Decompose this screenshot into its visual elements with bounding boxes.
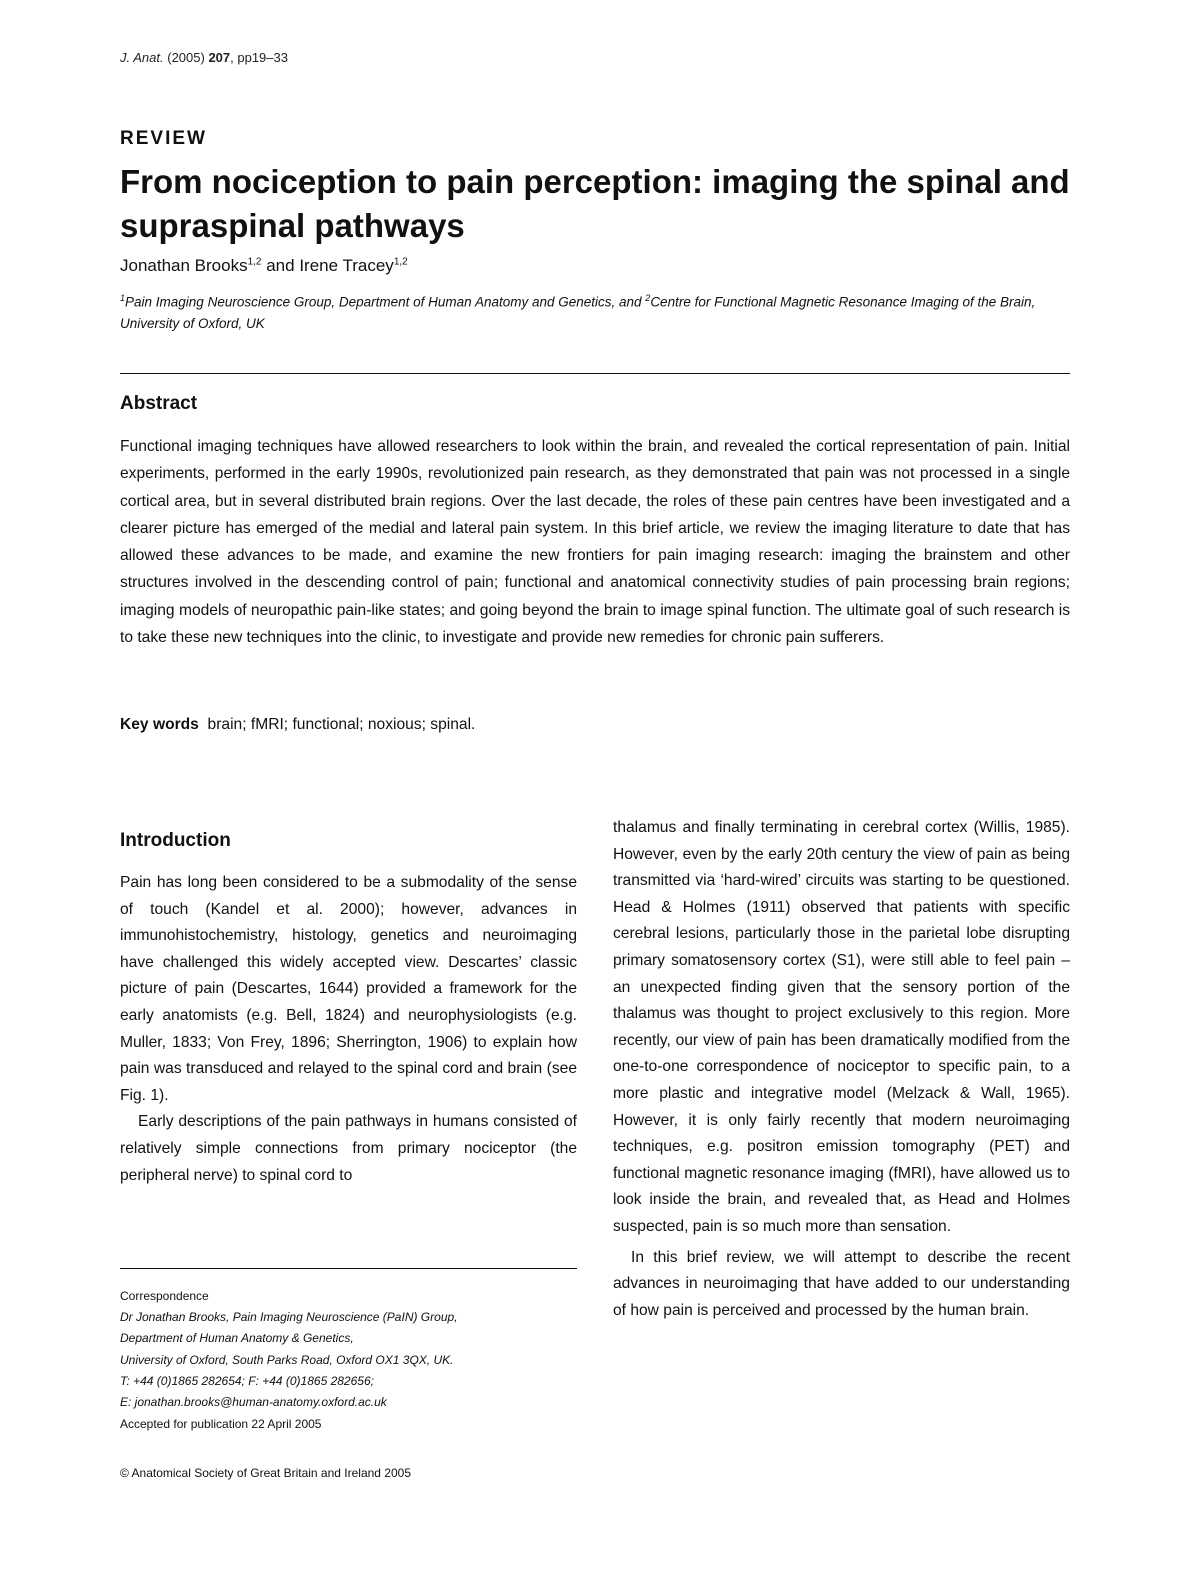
abstract-heading: Abstract — [120, 393, 198, 414]
affiliations — [120, 288, 1080, 334]
author-list — [120, 256, 408, 276]
author-name: Irene Tracey — [299, 256, 394, 275]
body-paragraph: In this brief review, we will attempt to describe the recent advances in neuroimaging that have added to our understanding of how pain is perceived and processed by the human brain. — [613, 1248, 1070, 1319]
journal-name: J. Anat. — [120, 50, 164, 65]
abstract-text: Functional imaging techniques have allowed researchers to look within the brain, and revealed the cortical representation of pain. Initial experiments, performed in the early 1990s, revolutionized pain research, as they demonstrated that pain was not processed in a single cortical area, but in several distributed brain regions. Over the last decade, the roles of these pain centres have been investigated and a clearer picture has emerged of the medial and lateral pain system. In this brief article, we review the imaging literature to date that has allowed these advances to be made, and examine the new frontiers for pain imaging research: imaging the brainstem and other structures involved in the descending control of pain; functional and anatomical connectivity studies of pain processing brain regions; imaging models of neuropathic pain-like states; and going beyond the brain to image spinal function. The ultimate goal of such research is to take these new techniques into the clinic, to investigate and provide new remedies for chronic pain sufferers. — [120, 438, 1070, 647]
affiliation-mark: 2 — [645, 293, 651, 303]
author-name: Jonathan Brooks — [120, 256, 248, 275]
body-paragraph: Early descriptions of the pain pathways in humans consisted of relatively simple connections from primary nociceptor (the peripheral nerve) to spinal cord to — [120, 1113, 577, 1184]
section-divider — [120, 373, 1070, 374]
introduction-heading: Introduction — [120, 830, 231, 851]
correspondence-line: T: +44 (0)1865 282654; F: +44 (0)1865 282656; — [120, 1373, 374, 1388]
author-conjunction: and — [261, 256, 300, 275]
author-affiliation-mark: 1,2 — [247, 256, 262, 268]
keywords — [120, 716, 475, 734]
affiliation-mark: 1 — [120, 293, 126, 303]
footnote-divider — [120, 1268, 577, 1269]
running-head — [120, 50, 288, 65]
affiliation-text: Pain Imaging Neuroscience Group, Department of Human Anatomy and Genetics, and — [125, 294, 646, 310]
correspondence-email: E: jonathan.brooks@human-anatomy.oxford.ac.uk — [120, 1395, 387, 1410]
keywords-list: brain; fMRI; functional; noxious; spinal. — [207, 716, 476, 733]
copyright-notice: © Anatomical Society of Great Britain and Ireland 2005 — [120, 1466, 412, 1480]
correspondence-line: Dr Jonathan Brooks, Pain Imaging Neuroscience (PaIN) Group, — [120, 1310, 458, 1325]
body-paragraph: Pain has long been considered to be a submodality of the sense of touch (Kandel et al. 2000); however, advances in immunohistochemistry, histology, genetics and neuroimaging have challenged this widely accepted view. Descartes’ classic picture of pain (Descartes, 1644) provided a framework for the early anatomists (e.g. Bell, 1824) and neurophysiologists (e.g. Muller, 1833; Von Frey, 1896; Sherrington, 1906) to explain how pain was transduced and relayed to the spinal cord and brain (see Fig. 1). — [120, 874, 577, 1104]
body-paragraph: thalamus and finally terminating in cerebral cortex (Willis, 1985). However, even by the early 20th century the view of pain as being transmitted via ‘hard-wired’ circuits was starting to be questioned. Head & Holmes (1911) observed that patients with specific cerebral lesions, particularly those in the parietal lobe disrupting primary somatosensory cortex (S1), were still able to feel pain – an unexpected finding given that the sensory portion of the thalamus was thought to project exclusively to this region. More recently, our view of pain has been dramatically modified from the one-to-one correspondence of nociceptor to specific pain, to a more plastic and integrative model (Melzack & Wall, 1965). However, it is only fairly recently that modern neuroimaging techniques, e.g. positron emission tomography (PET) and functional magnetic resonance imaging (fMRI), have allowed us to look inside the brain, and revealed that, as Head and Holmes suspected, pain is so much more than sensation. — [613, 819, 1070, 1235]
correspondence-line: Department of Human Anatomy & Genetics, — [120, 1331, 354, 1346]
article-title: From nociception to pain perception: imaging the spinal and supraspinal pathways — [120, 163, 1070, 244]
author-affiliation-mark: 1,2 — [393, 256, 408, 268]
keywords-label: Key words — [120, 716, 199, 733]
correspondence-label: Correspondence — [120, 1289, 209, 1303]
journal-year: (2005) — [167, 50, 205, 65]
affiliation-text: Centre for Functional Magnetic Resonance Imaging of the Brain, University of Oxford, UK — [120, 294, 1036, 331]
correspondence-line: University of Oxford, South Parks Road, Oxford OX1 3QX, UK. — [120, 1352, 454, 1367]
journal-pages: , pp19–33 — [230, 50, 288, 65]
accepted-date: Accepted for publication 22 April 2005 — [120, 1417, 322, 1431]
correspondence-block — [120, 1286, 580, 1413]
body-column-right — [613, 815, 1070, 1324]
article-type: REVIEW — [120, 128, 207, 149]
body-column-left — [120, 870, 577, 1189]
journal-volume: 207 — [208, 50, 231, 65]
